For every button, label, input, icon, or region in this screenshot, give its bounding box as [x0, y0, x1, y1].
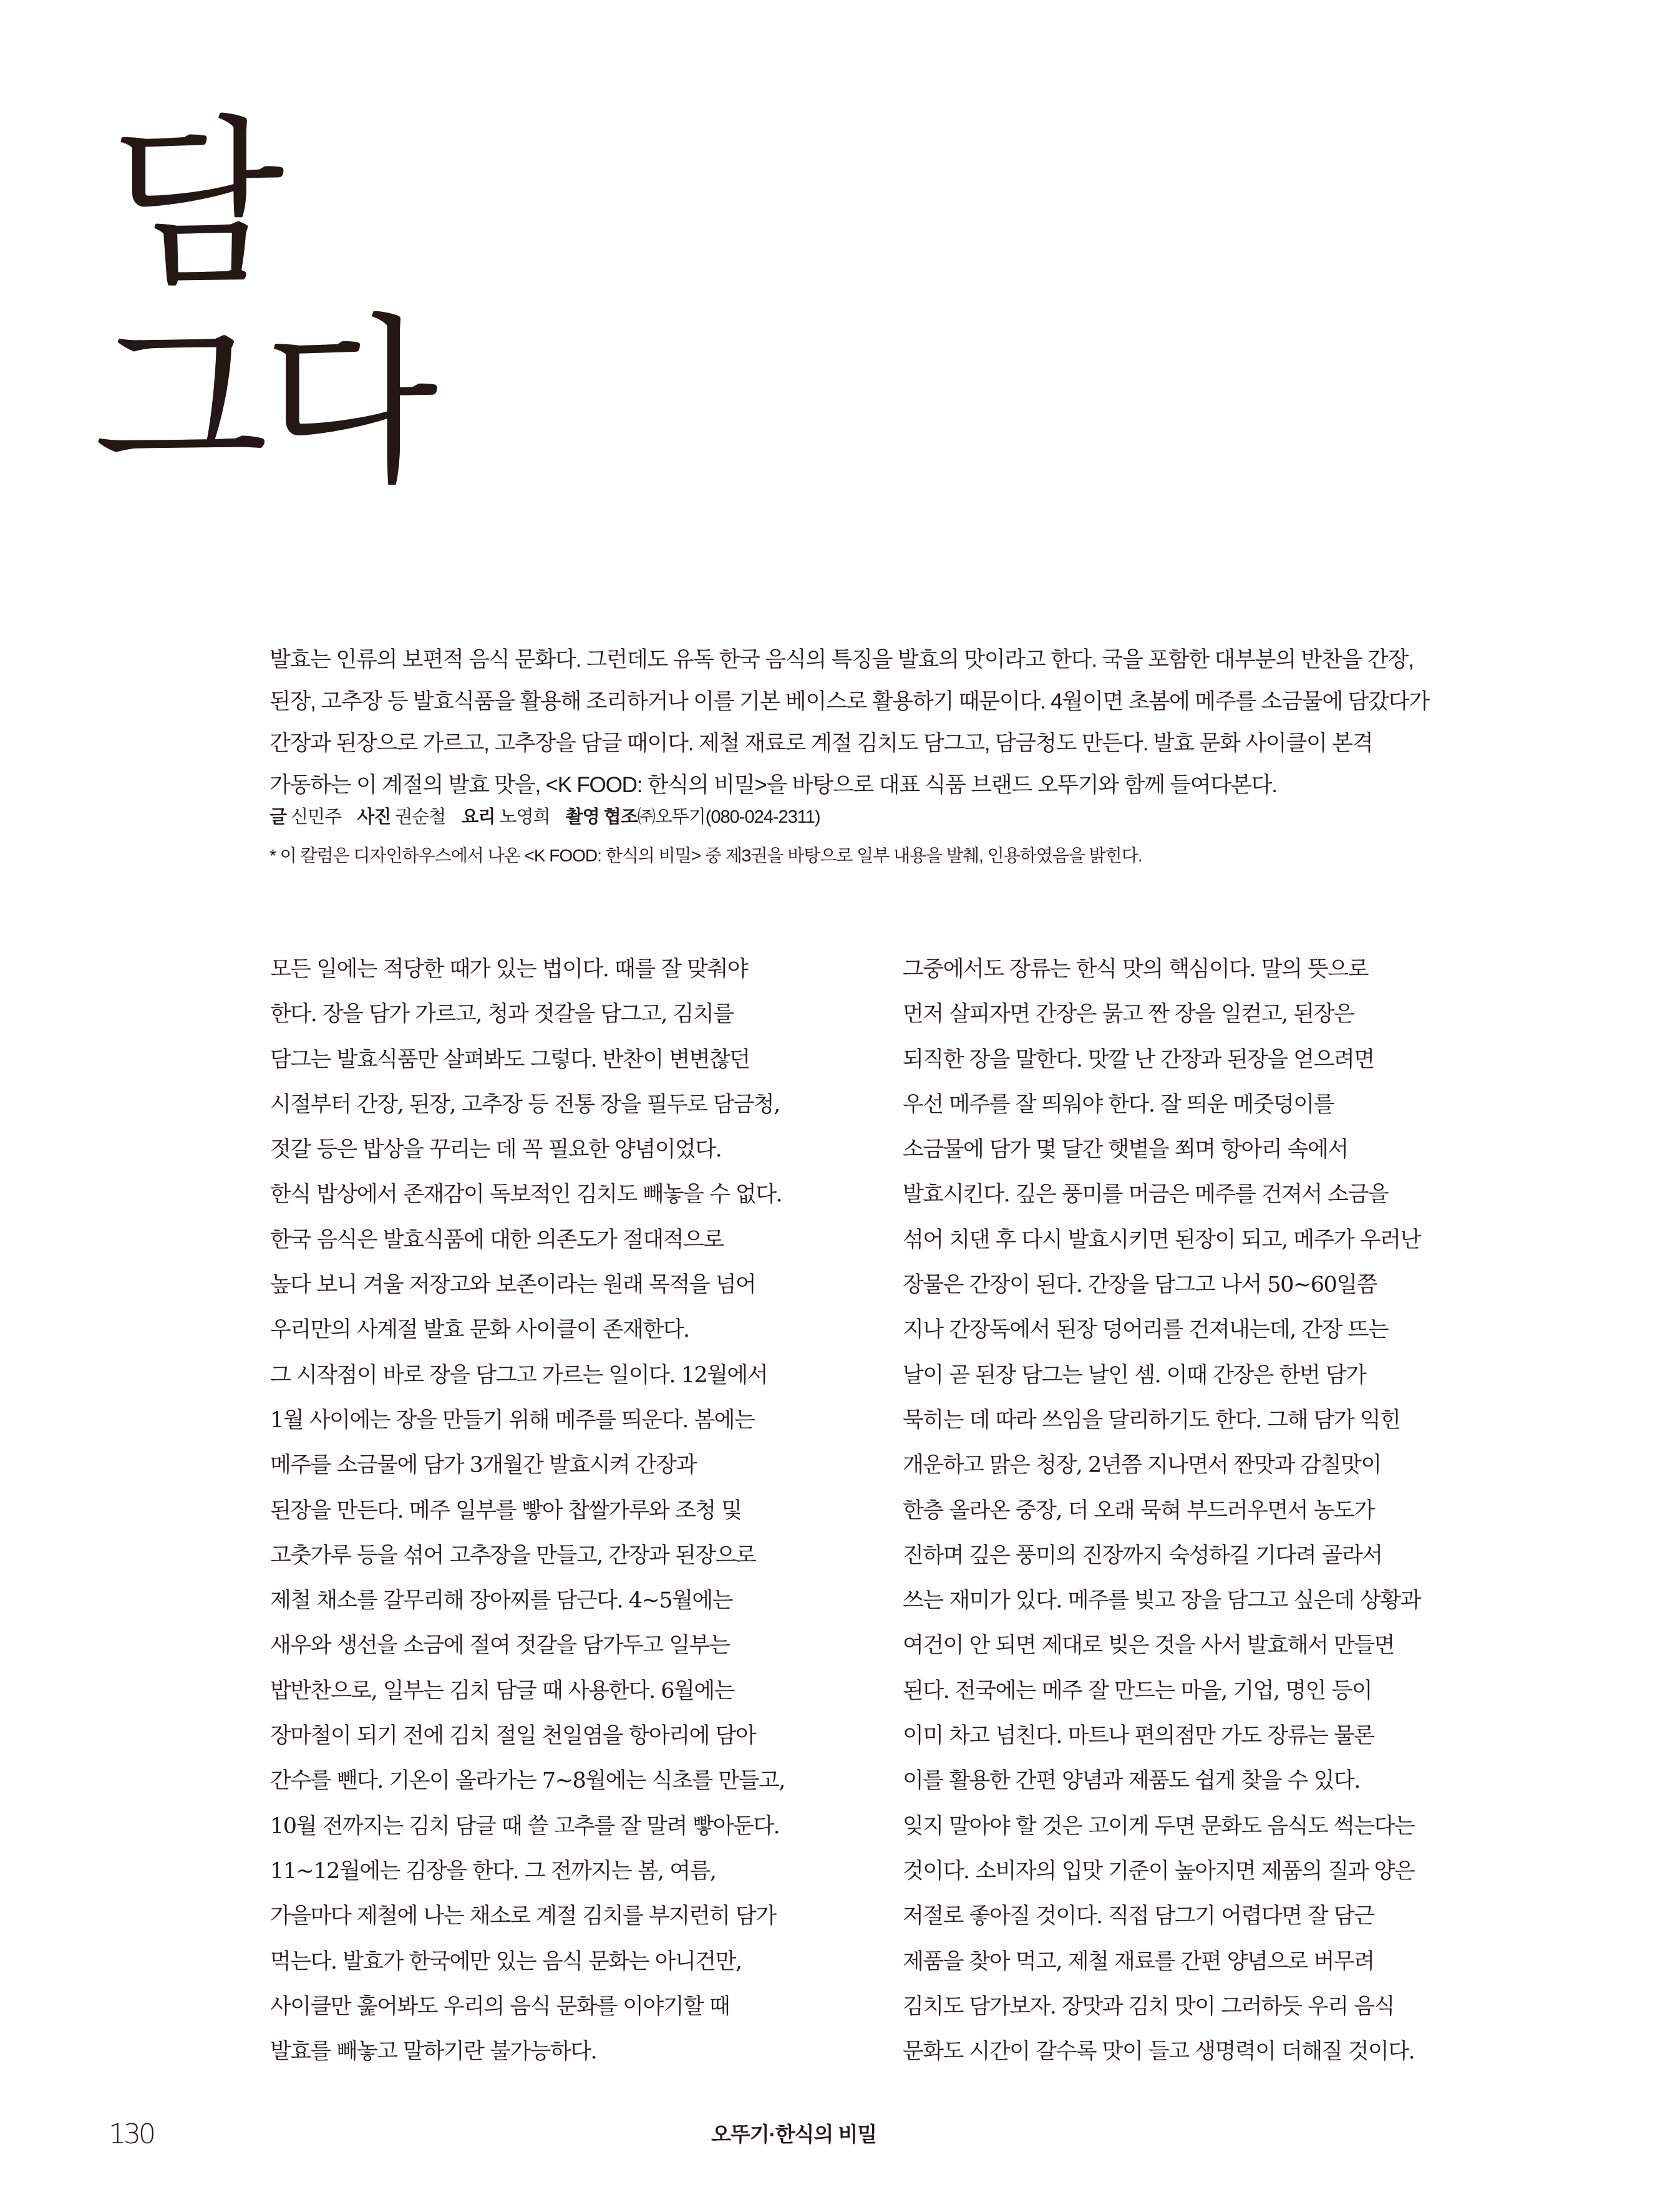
body-line: 발효시킨다. 깊은 풍미를 머금은 메주를 건져서 소금을	[903, 1182, 1389, 1208]
body-line: 먹는다. 발효가 한국에만 있는 음식 문화는 아니건만,	[270, 1949, 742, 1974]
body-line: 묵히는 데 따라 쓰임을 달리하기도 한다. 그해 담가 익힌	[903, 1407, 1401, 1433]
body-line: 개운하고 맑은 청장, 2년쯤 지나면서 짠맛과 감칠맛이	[903, 1453, 1381, 1478]
body-line: 이미 차고 넘친다. 마트나 편의점만 가도 장류는 물론	[903, 1723, 1374, 1749]
body-line: 발효를 빼놓고 말하기란 불가능하다.	[270, 2039, 597, 2065]
article-title	[94, 100, 434, 508]
body-line: 장마철이 되기 전에 김치 절일 천일염을 항아리에 담아	[270, 1723, 756, 1749]
credit-role-photo: 사진	[357, 807, 391, 827]
body-line: 10월 전까지는 김치 담글 때 쓸 고추를 잘 말려 빻아둔다.	[270, 1813, 780, 1839]
body-line: 1월 사이에는 장을 만들기 위해 메주를 띄운다. 봄에는	[270, 1407, 755, 1433]
body-line: 사이클만 훑어봐도 우리의 음식 문화를 이야기할 때	[270, 1994, 730, 2019]
credit-name-cooking: 노영희	[499, 807, 550, 827]
lead-line: 된장, 고추장 등 발효식품을 활용해 조리하거나 이를 기본 베이스로 활용하기 때문이다. 4월이면 초봄에 메주를 소금물에 담갔다가	[269, 689, 1429, 714]
body-line: 고춧가루 등을 섞어 고추장을 만들고, 간장과 된장으로	[270, 1543, 756, 1568]
body-line: 진하며 깊은 풍미의 진장까지 숙성하길 기다려 골라서	[903, 1543, 1382, 1568]
body-line: 저절로 좋아질 것이다. 직접 담그기 어렵다면 잘 담근	[903, 1904, 1374, 1929]
body-line: 한다. 장을 담가 가르고, 청과 젓갈을 담그고, 김치를	[270, 1002, 734, 1027]
lead-line: 가동하는 이 계절의 발효 맛을, <K FOOD: 한식의 비밀>을 바탕으로 대표 식품 브랜드 오뚜기와 함께 들여다본다.	[269, 773, 1277, 797]
body-line: 높다 보니 겨울 저장고와 보존이라는 원래 목적을 넘어	[270, 1272, 756, 1298]
body-line: 그중에서도 장류는 한식 맛의 핵심이다. 말의 뜻으로	[903, 957, 1368, 982]
body-line: 장물은 간장이 된다. 간장을 담그고 나서 50~60일쯤	[903, 1272, 1377, 1298]
body-line: 소금물에 담가 몇 달간 햇볕을 쬐며 항아리 속에서	[903, 1137, 1348, 1163]
article-title-line-2: 그다	[94, 298, 434, 508]
running-footer-title: 오뚜기·한식의 비밀	[711, 2123, 877, 2146]
body-line: 한층 올라온 중장, 더 오래 묵혀 부드러우면서 농도가	[903, 1498, 1374, 1523]
body-line: 이를 활용한 간편 양념과 제품도 쉽게 찾을 수 있다.	[903, 1768, 1360, 1794]
body-line: 담그는 발효식품만 살펴봐도 그렇다. 반찬이 변변찮던	[270, 1047, 750, 1072]
article-lead	[269, 639, 1511, 806]
body-line: 새우와 생선을 소금에 절여 젓갈을 담가두고 일부는	[270, 1633, 730, 1659]
body-line: 제철 채소를 갈무리해 장아찌를 담근다. 4~5월에는	[270, 1588, 733, 1614]
body-column-right	[903, 947, 1520, 2074]
credit-role-writer: 글	[269, 807, 287, 827]
body-line: 그 시작점이 바로 장을 담그고 가르는 일이다. 12월에서	[270, 1362, 768, 1388]
body-line: 우선 메주를 잘 띄워야 한다. 잘 띄운 메줏덩이를	[903, 1092, 1334, 1117]
lead-line: 간장과 된장으로 가르고, 고추장을 담글 때이다. 제철 재료로 계절 김치도 담그고, 담금청도 만든다. 발효 문화 사이클이 본격	[269, 731, 1373, 755]
body-line: 된장을 만든다. 메주 일부를 빻아 찹쌀가루와 조청 및	[270, 1498, 742, 1523]
body-line: 젓갈 등은 밥상을 꾸리는 데 꼭 필요한 양념이었다.	[270, 1137, 722, 1163]
body-line: 우리만의 사계절 발효 문화 사이클이 존재한다.	[270, 1317, 689, 1343]
credit-name-cooperation: ㈜오뚜기(080-024-2311)	[637, 807, 820, 827]
credit-name-writer: 신민주	[291, 807, 342, 827]
body-line: 가을마다 제철에 나는 채소로 계절 김치를 부지런히 담가	[270, 1904, 776, 1929]
body-line: 쓰는 재미가 있다. 메주를 빚고 장을 담그고 싶은데 상황과	[903, 1588, 1420, 1614]
body-line: 여건이 안 되면 제대로 빚은 것을 사서 발효해서 만들면	[903, 1633, 1394, 1659]
source-footnote: * 이 칼럼은 디자인하우스에서 나온 <K FOOD: 한식의 비밀> 중 제3권을 바탕으로 일부 내용을 발췌, 인용하였음을 밝힌다.	[269, 846, 1142, 865]
body-line: 메주를 소금물에 담가 3개월간 발효시켜 간장과	[270, 1453, 696, 1478]
body-line: 먼저 살피자면 간장은 묽고 짠 장을 일컫고, 된장은	[903, 1002, 1354, 1027]
body-line: 한국 음식은 발효식품에 대한 의존도가 절대적으로	[270, 1227, 724, 1253]
credit-role-cooperation: 촬영 협조	[565, 807, 638, 827]
body-line: 간수를 뺀다. 기온이 올라가는 7~8월에는 식초를 만들고,	[270, 1768, 785, 1794]
body-line: 모든 일에는 적당한 때가 있는 법이다. 때를 잘 맞춰야	[270, 957, 748, 982]
article-title-line-1: 담	[110, 100, 280, 310]
body-column-left	[270, 947, 888, 2074]
credit-name-photo: 권순철	[395, 807, 446, 827]
body-line: 잊지 말아야 할 것은 고이게 두면 문화도 음식도 썩는다는	[903, 1813, 1415, 1839]
body-line: 날이 곧 된장 담그는 날인 셈. 이때 간장은 한번 담가	[903, 1362, 1366, 1388]
body-line: 11~12월에는 김장을 한다. 그 전까지는 봄, 여름,	[270, 1858, 716, 1884]
body-line: 된다. 전국에는 메주 잘 만드는 마을, 기업, 명인 등이	[903, 1678, 1372, 1704]
credit-role-cooking: 요리	[461, 807, 495, 827]
body-line: 되직한 장을 말한다. 맛깔 난 간장과 된장을 얻으려면	[903, 1047, 1374, 1072]
body-line: 밥반찬으로, 일부는 김치 담글 때 사용한다. 6월에는	[270, 1678, 734, 1704]
article-credits	[269, 805, 820, 830]
body-line: 문화도 시간이 갈수록 맛이 들고 생명력이 더해질 것이다.	[903, 2039, 1415, 2065]
lead-line: 발효는 인류의 보편적 음식 문화다. 그런데도 유독 한국 음식의 특징을 발효의 맛이라고 한다. 국을 포함한 대부분의 반찬을 간장,	[269, 647, 1414, 672]
body-line: 시절부터 간장, 된장, 고추장 등 전통 장을 필두로 담금청,	[270, 1092, 780, 1117]
page-number: 130	[109, 2118, 153, 2150]
body-line: 지나 간장독에서 된장 덩어리를 건져내는데, 간장 뜨는	[903, 1317, 1389, 1343]
body-line: 김치도 담가보자. 장맛과 김치 맛이 그러하듯 우리 음식	[903, 1994, 1394, 2019]
body-line: 것이다. 소비자의 입맛 기준이 높아지면 제품의 질과 양은	[903, 1858, 1415, 1884]
body-line: 한식 밥상에서 존재감이 독보적인 김치도 빼놓을 수 없다.	[270, 1182, 782, 1208]
body-line: 제품을 찾아 먹고, 제철 재료를 간편 양념으로 버무려	[903, 1949, 1374, 1974]
body-line: 섞어 치댄 후 다시 발효시키면 된장이 되고, 메주가 우러난	[903, 1227, 1420, 1253]
